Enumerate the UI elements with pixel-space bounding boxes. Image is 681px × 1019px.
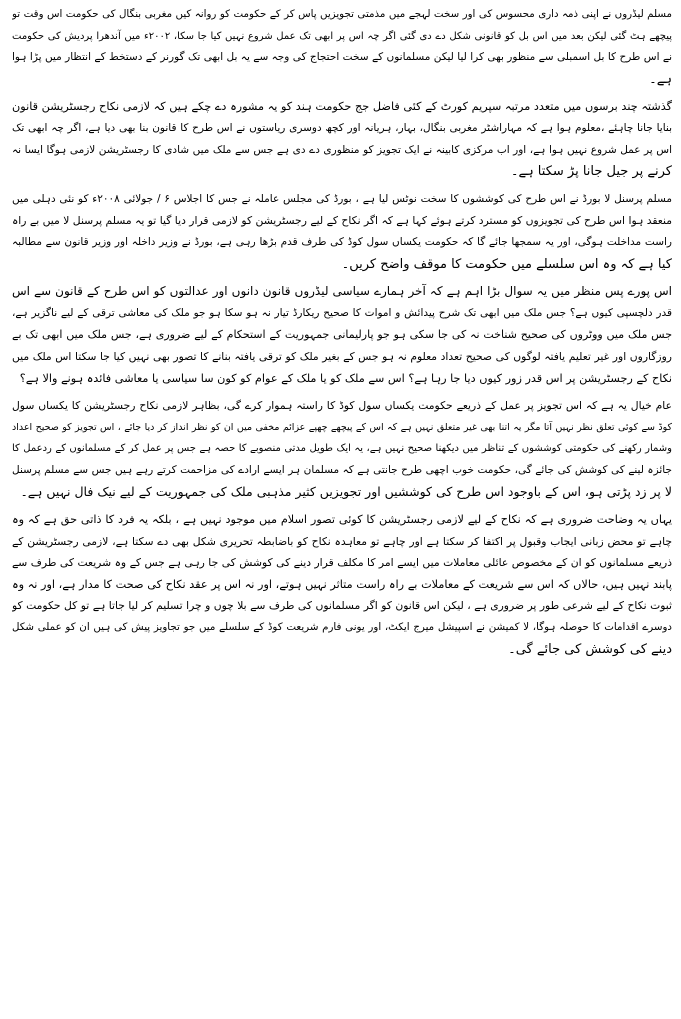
- text-line: قدر دلچسپی کیوں ہے؟ جس ملک میں ابھی تک شرح پیدائش و اموات کا صحیح ریکارڈ تیار نہ ہو سکا ہو جو ملک کی معاشی ترقی کے لیے ناگزیر ہے،: [12, 306, 672, 319]
- text-line: اس پورے پس منظر میں یہ سوال بڑا اہم ہے کہ آخر ہمارے سیاسی لیڈروں قانون دانوں اور عدالتوں کو اس طرح کے قانون سے اس: [12, 284, 672, 299]
- text-line: وشمار رکھنے کی حکومتی کوششوں کے تناظر میں دیکھنا صحیح نہیں ہے، یہ ایک طویل مدتی منصوبے کا حصہ ہے جس پر عمل کر کے مسلمانوں کے ردعمل کا: [12, 443, 672, 455]
- text-line: ہے۔: [649, 71, 672, 87]
- paragraph: [12, 509, 672, 660]
- text-line: پابند نہیں ہیں، حالاں کہ اس سے شریعت کے معاملات بے راہ راست متاثر نہیں ہوتے، اور نہ اس پر عقد نکاح کی صحت کا مدار ہے، اور نہ وہ: [12, 577, 672, 591]
- text-line: اس پر عمل شروع نہیں ہوا ہے، اور اب مرکزی کابینہ نے ایک تجویز کو منظوری دے دی ہے جس سے ملک میں شادی کا رجسٹریشن لازمی ہوگا ایسا نہ: [12, 143, 672, 156]
- text-line: جس ملک میں ووٹروں کی صحیح شناخت نہ کی جا سکی ہو جو پارلیمانی جمہوریت کے استحکام کے لیے ضروری ہے، جس ملک میں ابھی تک بے: [12, 328, 672, 342]
- text-line: جائزہ لینے کی کوشش کی جائے گی، حکومت خوب اچھی طرح جانتی ہے کہ مسلمان ہر ایسے ارادے کی مزاحمت کرتے رہے ہیں جس سے مسلم پرسنل: [12, 463, 672, 476]
- text-line: گذشتہ چند برسوں میں متعدد مرتبہ سپریم کورٹ کے کئی فاضل جج حکومت ہند کو یہ مشورہ دے چکے ہیں کہ لازمی نکاح رجسٹریشن قانون: [12, 100, 672, 114]
- paragraph: [12, 189, 672, 275]
- text-line: بنایا جانا چاہئے ،معلوم ہوا ہے کہ مہاراشٹر مغربی بنگال، بہار، ہریانہ اور کچھ دوسری ریاستوں نے اس طرح کا قانون بنا بھی دیا ہے، اگر چہ ابھی تک: [12, 121, 672, 134]
- paragraph: [12, 4, 672, 90]
- paragraph: [12, 395, 672, 503]
- text-line: ثبوت نکاح کے لیے شرعی طور پر ضروری ہے ، لیکن اس قانون کو اگر مسلمانوں کی طرف سے بلا چوں و چرا تسلیم کر لیا جاتا ہے تو کل حکومت کو: [12, 599, 672, 613]
- text-line: ذریعے مسلمانوں کو ان کے مخصوص عائلی معاملات میں ایسے امر کا مکلف قرار دینے کی کوشش کی جا رہی ہے جس کے وہ شریعت کی طرف سے: [12, 556, 672, 570]
- text-line: یہاں یہ وضاحت ضروری ہے کہ نکاح کے لیے لازمی رجسٹریشن کا کوئی تصور اسلام میں موجود نہیں ہے ، بلکہ یہ فرد کا ذاتی حق ہے کہ وہ: [12, 513, 672, 527]
- text-line: نکاح کے رجسٹریشن پر اس قدر زور کیوں دیا جا رہا ہے؟ اس سے ملک کو یا ملک کے عوام کو کون سا سیاسی یا معاشی فائدہ ہونے والا ہے؟: [19, 371, 672, 385]
- text-line: نے اس طرح کا بل اسمبلی سے منظور بھی کرا لیا لیکن مسلمانوں کے سخت احتجاج کی وجہ سے یہ بل ابھی تک گورنر کے دستخط کے انتظار میں پڑا ہوا: [12, 51, 672, 64]
- text-line: راست مداخلت ہوگی، اور یہ سمجھا جائے گا کہ حکومت یکساں سول کوڈ کی طرف قدم بڑھا رہی ہے، بورڈ نے وزیر داخلہ اور وزیر قانون سے مطالبہ: [12, 235, 672, 248]
- text-line: کیا ہے کہ وہ اس سلسلے میں حکومت کا موقف واضح کریں۔: [341, 256, 672, 272]
- paragraph: [12, 96, 672, 182]
- text-line: چاہے تو محض زبانی ایجاب وقبول پر اکتفا کر سکتا ہے اور چاہے تو معاہدہ نکاح کو باضابطہ تحریری شکل بھی دے سکتا ہے، لازمی رجسٹریشن کے: [12, 534, 672, 548]
- text-line: مسلم لیڈروں نے اپنی ذمہ داری محسوس کی اور سخت لہجے میں مذمتی تجویزیں پاس کر کے حکومت کو روانہ کیں مغربی بنگال کی حکومت اس وقت تو: [12, 8, 672, 20]
- text-line: پیچھے ہٹ گئی لیکن بعد میں اس بل کو قانونی شکل دے دی گئی اگر چہ اس پر ابھی تک عمل شروع نہیں کیا جا سکا، ۲۰۰۲ء میں آندھرا پردیش کی حکومت: [12, 30, 672, 42]
- text-line: مسلم پرسنل لا بورڈ نے اس طرح کی کوششوں کا سخت نوٹس لیا ہے ، بورڈ کی مجلس عاملہ نے جس کا اجلاس ۶ / جولائی ۲۰۰۸ء کو نئی دہلی میں: [12, 192, 672, 205]
- text-line: عام خیال یہ ہے کہ اس تجویز پر عمل کے ذریعے حکومت یکساں سول کوڈ کا راستہ ہموار کرے گی، بظاہر لازمی نکاح رجسٹریشن کا یکساں سول: [12, 399, 672, 413]
- text-line: منعقد ہوا اس طرح کی تجویزوں کو مسترد کرتے ہوئے کہا ہے کہ اگر نکاح کے لیے رجسٹریشن کو لازمی قرار دیا گیا تو یہ مسلم پرسنل لا میں بے راہ: [12, 214, 672, 228]
- text-line: دوسرے اقدامات کا حوصلہ ہوگا، لا کمیشن نے اسپیشل میرج ایکٹ، اور یونی فارم شریعت کوڈ کے سلسلے میں جو تجاویز پیش کی ہیں ان کو عملی شکل: [12, 621, 672, 634]
- text-line: دینے کی کوشش کی جائے گی۔: [508, 641, 672, 657]
- text-line: لا پر زد پڑتی ہو، اس کے باوجود اس طرح کی کوششیں اور تجویزیں کثیر مذہبی ملک کی جمہوریت کے لیے نیک فال نہیں ہے۔: [20, 484, 672, 500]
- text-line: روزگاروں اور غیر تعلیم یافتہ لوگوں کی صحیح تعداد معلوم نہ ہو جس کے بغیر ملک کو ترقی یافتہ بنانے کا تصور بھی نہیں کیا جا سکتا اس ملک میں: [12, 349, 672, 363]
- paragraph: [12, 281, 672, 389]
- text-line: کوڈ سے کوئی تعلق نظر نہیں آتا مگر یہ اتنا بھی غیر متعلق نہیں ہے کہ اس کے پیچھے چھپے عزائم مخفی میں ان کو نظر انداز کر دیا جائے ، اس تجویز کو صحیح اعداد: [12, 421, 672, 433]
- text-line: کرنے پر جیل جانا پڑ سکتا ہے۔: [510, 164, 672, 180]
